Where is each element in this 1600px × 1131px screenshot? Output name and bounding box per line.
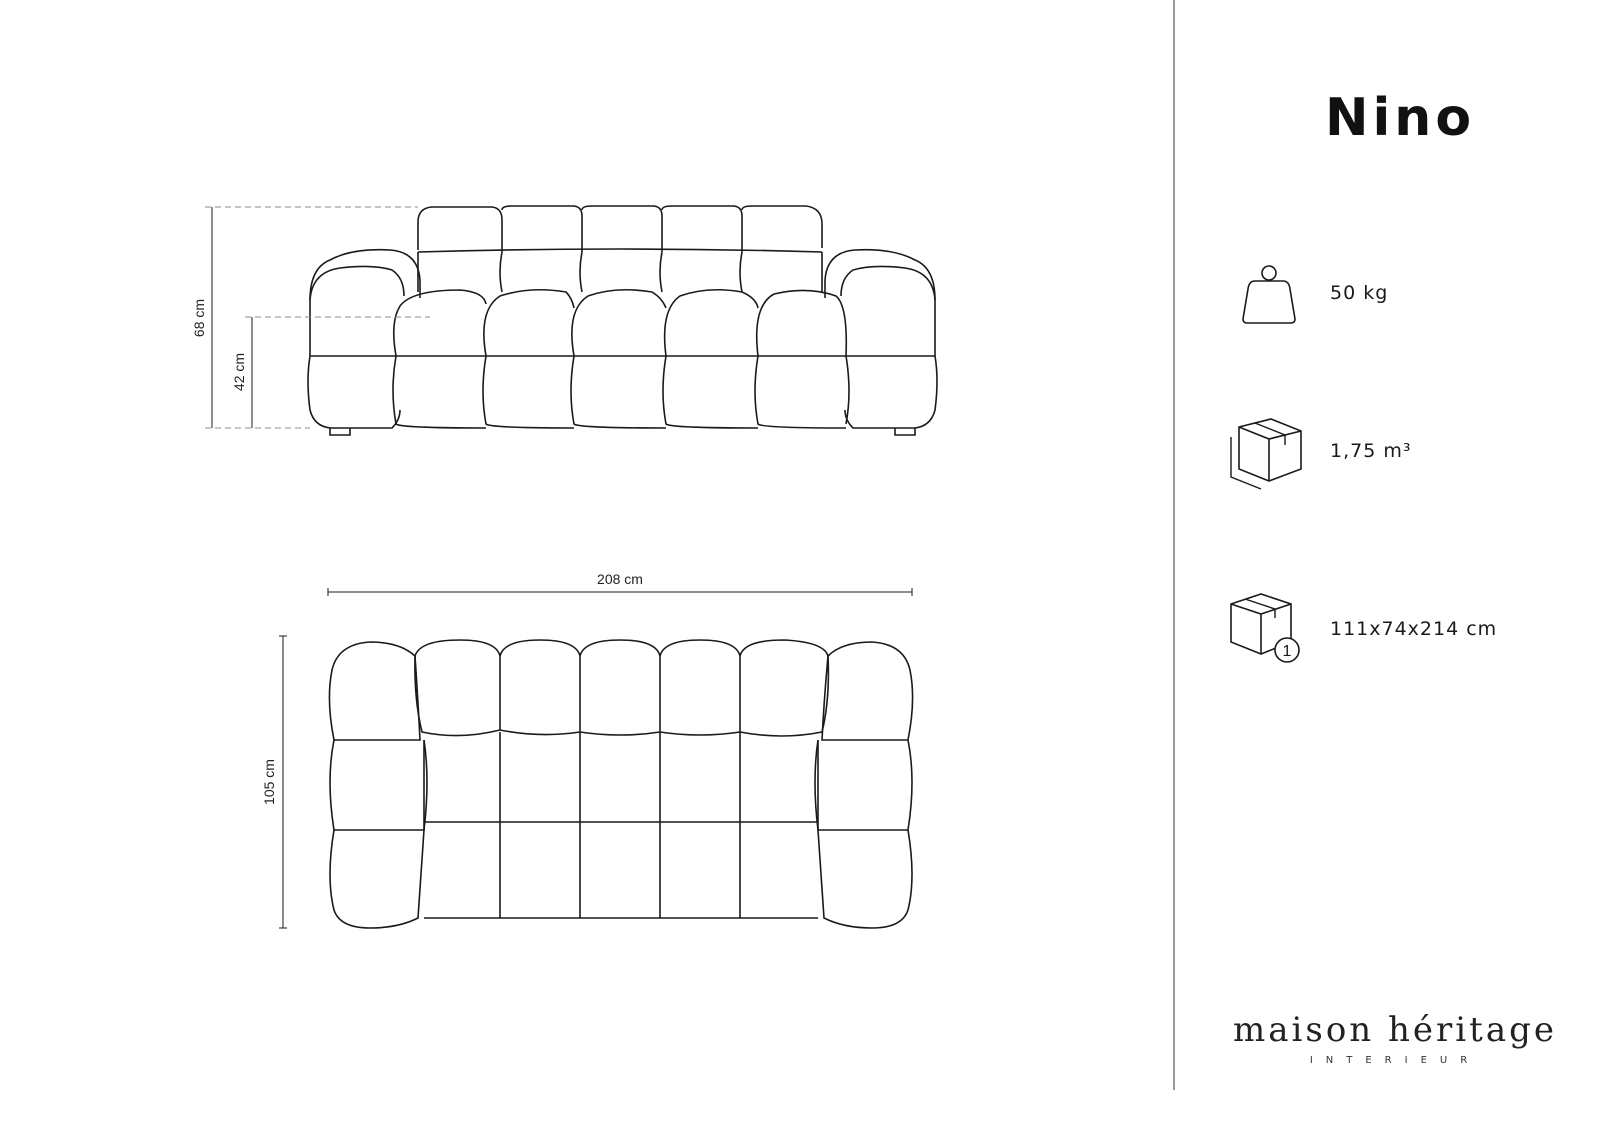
- backrest-cushion: [662, 206, 742, 252]
- seat-cushion: [665, 290, 758, 356]
- top-view: [329, 640, 912, 928]
- front-left-foot: [330, 428, 350, 435]
- backrest-cushion: [582, 206, 662, 252]
- seat-cushion: [757, 290, 847, 356]
- front-right-foot: [895, 428, 915, 435]
- height-42-label: 42 cm: [231, 352, 247, 392]
- product-title: Nino: [1324, 88, 1476, 148]
- brand-logo-tagline: INTERIEUR: [1309, 1055, 1481, 1066]
- package-dimensions-value: 111x74x214 cm: [1330, 618, 1498, 640]
- left-arm-top: [329, 642, 420, 740]
- height-68-label: 68 cm: [191, 298, 207, 338]
- back-cushion-top: [500, 640, 580, 735]
- backrest-cushion: [742, 206, 822, 248]
- volume-value: 1,75 m³: [1330, 440, 1412, 462]
- seat-cushion: [394, 290, 486, 356]
- spec-package: [1225, 590, 1545, 670]
- back-cushion-top: [580, 640, 660, 735]
- backrest-cushion: [502, 206, 582, 252]
- depth-dimension: [261, 636, 287, 928]
- right-arm-top: [822, 642, 913, 740]
- package-count-icon: [1225, 590, 1305, 670]
- spec-weight: [1225, 255, 1545, 335]
- width-dimension: [328, 571, 912, 596]
- back-cushion-top: [660, 640, 740, 735]
- depth-label: 105 cm: [261, 759, 277, 805]
- height-dimension-68: [191, 207, 418, 428]
- width-label: 208 cm: [597, 571, 643, 587]
- back-cushion-top: [740, 640, 828, 736]
- package-count-badge: 1: [1282, 643, 1292, 660]
- brand-logo-name: maison héritage: [1233, 1010, 1557, 1050]
- weight-value: 50 kg: [1330, 282, 1389, 304]
- backrest-cushion: [418, 207, 502, 252]
- front-view: [308, 206, 937, 435]
- seat-cushion: [484, 290, 574, 356]
- back-cushion-top: [415, 640, 500, 736]
- weight-icon: [1225, 255, 1305, 335]
- panel-divider: [1173, 0, 1175, 1090]
- box-volume-icon: [1225, 413, 1305, 493]
- spec-volume: [1225, 413, 1545, 493]
- seat-cushion: [572, 290, 666, 356]
